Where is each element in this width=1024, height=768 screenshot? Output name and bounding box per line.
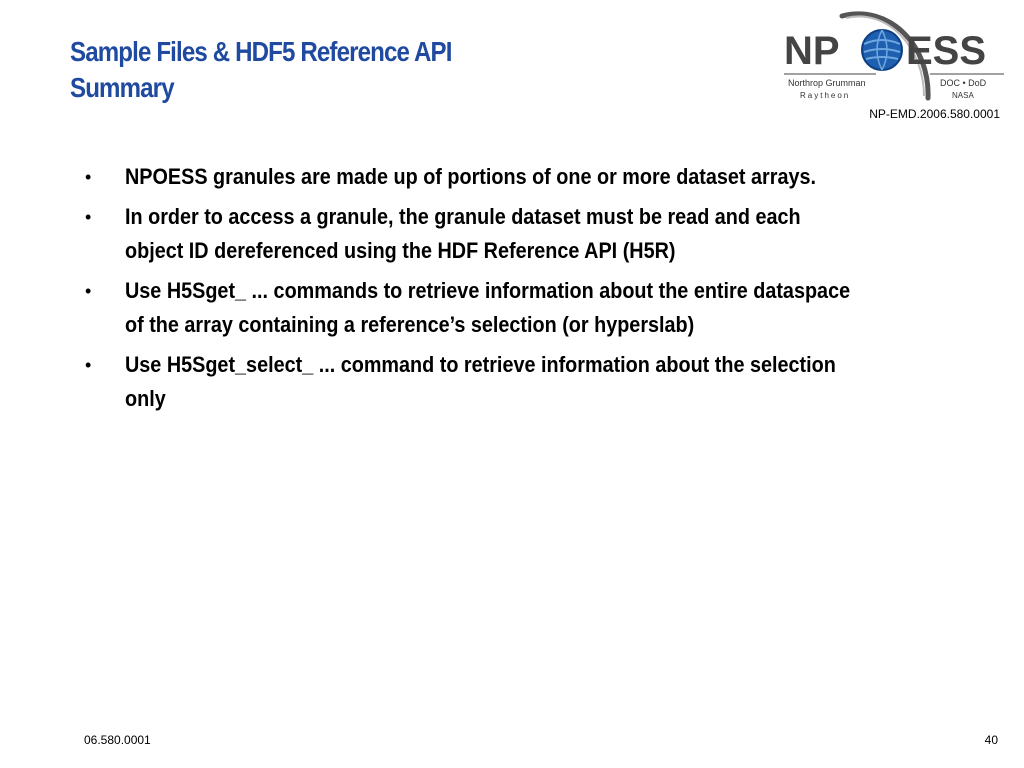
globe-icon bbox=[862, 30, 902, 70]
document-id: NP-EMD.2006.580.0001 bbox=[869, 107, 1000, 121]
logo-partner-raytheon: Raytheon bbox=[800, 91, 851, 100]
slide-title-line-1: Sample Files & HDF5 Reference API bbox=[70, 36, 452, 67]
bullet-icon: • bbox=[85, 355, 92, 375]
logo-partner-northrop: Northrop Grumman bbox=[788, 78, 866, 88]
bullet-list bbox=[85, 160, 945, 422]
bullet-text: Use H5Sget_select_ ... command to retrieve information about the selection only bbox=[125, 352, 836, 411]
slide-title bbox=[70, 34, 620, 106]
logo-ess-text: ESS bbox=[906, 29, 987, 73]
logo-partner-doc-dod: DOC • DoD bbox=[940, 78, 987, 88]
bullet-icon: • bbox=[85, 167, 92, 187]
list-item bbox=[85, 200, 945, 268]
bullet-icon: • bbox=[85, 207, 92, 227]
logo-np-text: NP bbox=[784, 29, 840, 73]
logo-partner-nasa: NASA bbox=[952, 91, 974, 100]
list-item bbox=[85, 160, 945, 194]
slide-title-line-2: Summary bbox=[70, 72, 174, 103]
page-number: 40 bbox=[984, 733, 998, 747]
bullet-text: NPOESS granules are made up of portions of one or more dataset arrays. bbox=[125, 164, 816, 189]
list-item bbox=[85, 348, 945, 416]
bullet-icon: • bbox=[85, 281, 92, 301]
npoess-logo bbox=[780, 6, 1010, 104]
list-item bbox=[85, 274, 945, 342]
footer-document-number: 06.580.0001 bbox=[84, 733, 151, 747]
bullet-text: In order to access a granule, the granule dataset must be read and each object ID dereferenced using the HDF Reference API (H5R) bbox=[125, 204, 801, 263]
bullet-text: Use H5Sget_ ... commands to retrieve information about the entire dataspace of the array containing a reference’s selection (or hyperslab) bbox=[125, 278, 851, 337]
